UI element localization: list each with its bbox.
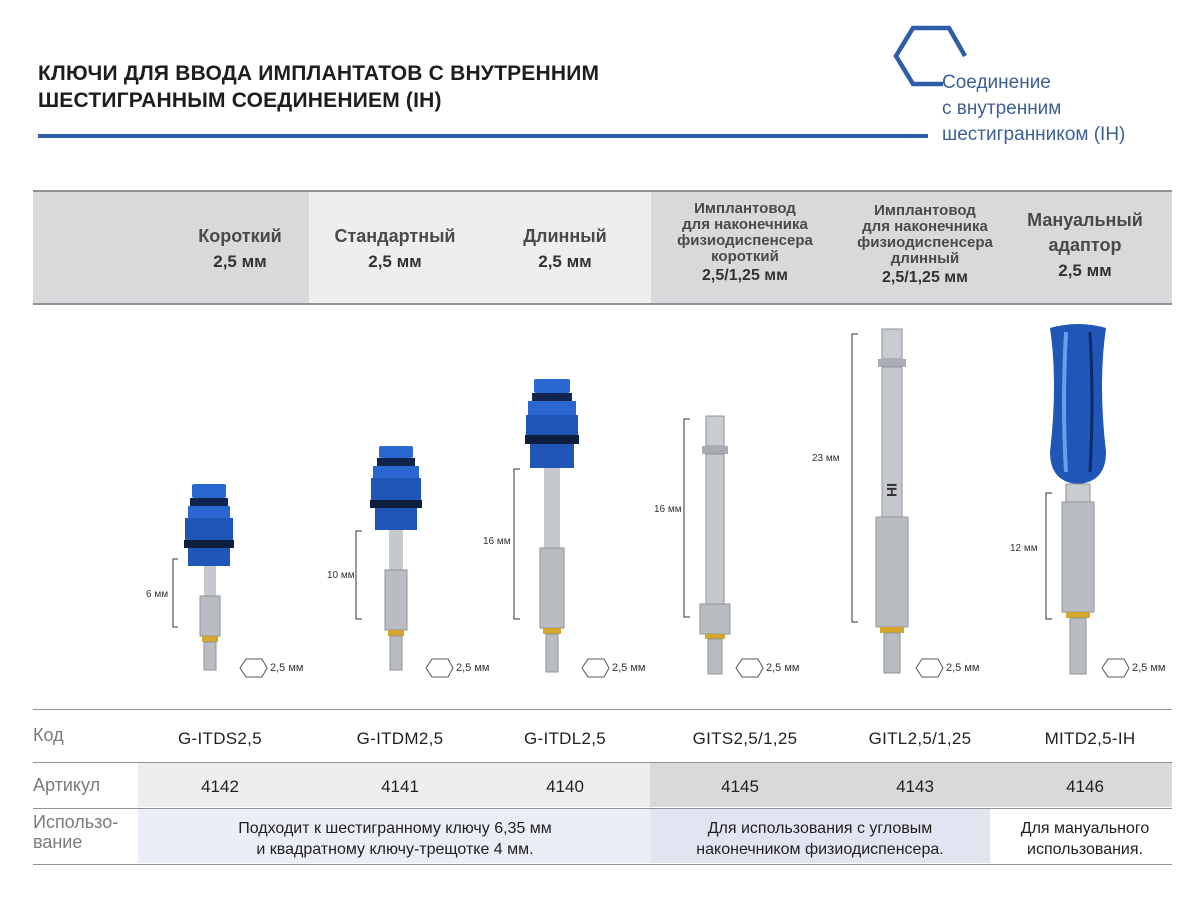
hex-icon <box>576 658 610 678</box>
article-cell: 4145 <box>721 777 759 796</box>
hex-icon <box>234 658 268 678</box>
hex-size-label: 2,5 мм <box>946 662 980 674</box>
length-measure-long: 16 мм <box>483 536 511 547</box>
usage-row-label: Использо- вание <box>33 812 119 852</box>
hex-size-label: 2,5 мм <box>766 662 800 674</box>
standard-driver-illustration <box>365 440 445 680</box>
code-cell: G-ITDL2,5 <box>523 729 607 748</box>
title-underline <box>38 134 928 138</box>
svg-text:IH: IH <box>884 483 900 497</box>
hex-icon <box>1096 658 1130 678</box>
long-driver-illustration <box>520 375 600 680</box>
header-bottom-rule <box>33 303 1172 305</box>
measure-bracket <box>846 333 860 623</box>
code-cell: GITS2,5/1,25 <box>692 729 798 748</box>
length-measure-manual: 12 мм <box>1010 543 1038 554</box>
ih-line-1: Соединение <box>942 72 1051 93</box>
table-rule <box>33 709 1172 710</box>
hex-size-label: 2,5 мм <box>1132 662 1166 674</box>
title-line-2: ШЕСТИГРАННЫМ СОЕДИНЕНИЕМ (IH) <box>38 89 442 112</box>
short-driver-illustration <box>180 480 260 680</box>
usage-cell-manual: Для мануального использования. <box>1020 820 1150 858</box>
hex-icon <box>910 658 944 678</box>
ih-connection-label <box>942 70 1125 148</box>
article-cell: 4146 <box>1066 777 1104 796</box>
code-row-label: Код <box>33 725 64 745</box>
hex-size-label: 2,5 мм <box>456 662 490 674</box>
article-cell: 4140 <box>546 777 584 796</box>
measure-bracket <box>508 468 522 620</box>
hex-icon <box>730 658 764 678</box>
ih-line-3: шестигранником (IH) <box>942 124 1126 145</box>
contra-angle-driver-long-illustration <box>862 325 922 680</box>
column-heading-driver-short: Имплантовод для наконечника физиодиспенсера короткий 2,5/1,25 мм <box>677 200 813 284</box>
code-cell: GITL2,5/1,25 <box>868 729 972 748</box>
length-measure-standard: 10 мм <box>327 570 355 581</box>
hex-size-label: 2,5 мм <box>270 662 304 674</box>
column-heading-manual-adapter: Мануальный адаптор 2,5 мм <box>1027 210 1143 280</box>
page-title <box>38 60 599 114</box>
usage-cell-wrench: Подходит к шестигранному ключу 6,35 мм и квадратному ключу-трещотке 4 мм. <box>238 820 552 858</box>
length-measure-short: 6 мм <box>146 589 169 600</box>
column-heading-driver-long: Имплантовод для наконечника физиодиспенсера длинный 2,5/1,25 мм <box>857 202 993 286</box>
hex-size-label: 2,5 мм <box>612 662 646 674</box>
measure-bracket <box>168 558 180 628</box>
column-heading-short: Короткий 2,5 мм <box>198 226 282 271</box>
contra-angle-driver-short-illustration <box>690 412 740 682</box>
article-cell: 4141 <box>381 777 419 796</box>
hex-icon <box>420 658 454 678</box>
measure-bracket <box>1040 492 1054 620</box>
table-rule <box>33 864 1172 865</box>
code-cell: G-ITDM2,5 <box>356 729 444 748</box>
code-cell: G-ITDS2,5 <box>178 729 262 748</box>
column-heading-long: Длинный 2,5 мм <box>523 226 607 271</box>
length-measure-driver-short: 16 мм <box>654 504 682 515</box>
code-cell: MITD2,5-IH <box>1044 729 1136 748</box>
article-cell: 4143 <box>896 777 934 796</box>
column-heading-standard: Стандартный 2,5 мм <box>334 226 456 271</box>
title-line-1: КЛЮЧИ ДЛЯ ВВОДА ИМПЛАНТАТОВ С ВНУТРЕННИМ <box>38 62 600 85</box>
length-measure-driver-long: 23 мм <box>812 453 840 464</box>
usage-cell-contra-angle: Для использования с угловым наконечником физиодиспенсера. <box>696 820 944 858</box>
measure-bracket <box>678 418 692 618</box>
article-row-label: Артикул <box>33 775 101 795</box>
article-cell: 4142 <box>201 777 239 796</box>
measure-bracket <box>350 530 364 620</box>
header-top-rule <box>33 190 1172 192</box>
ih-line-2: с внутренним <box>942 98 1062 119</box>
